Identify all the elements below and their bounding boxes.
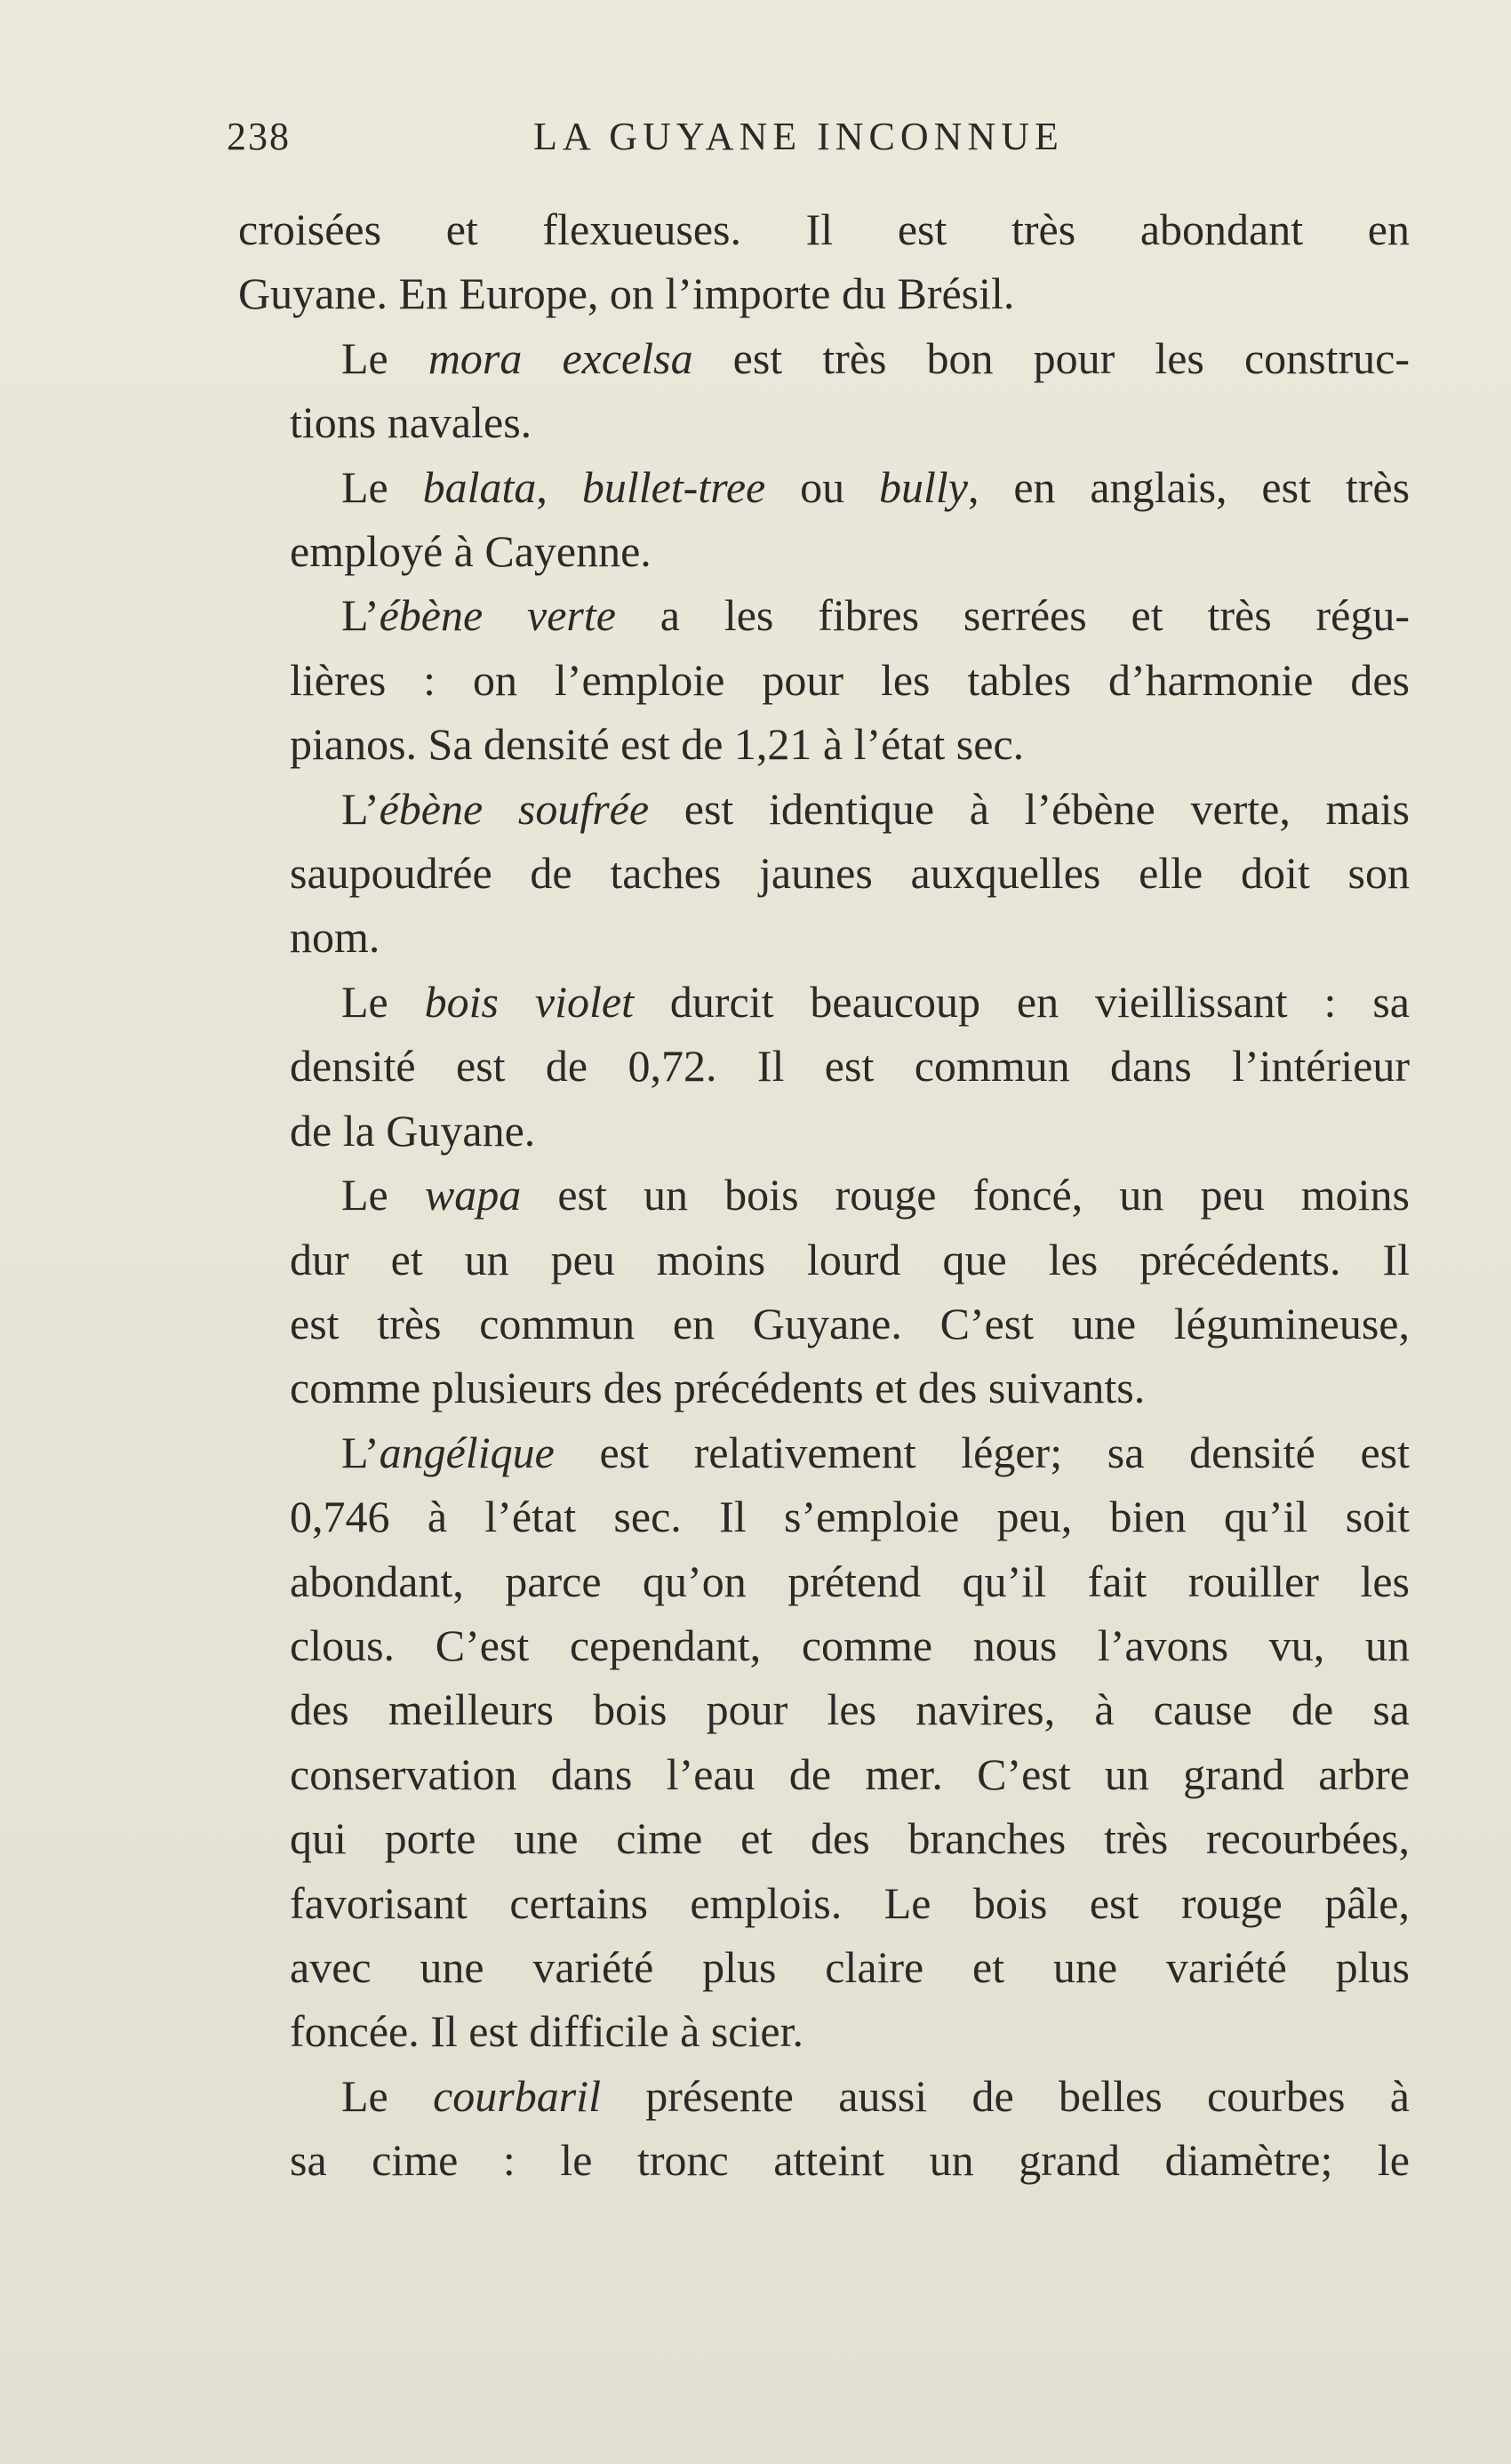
species-name: bully	[878, 461, 968, 512]
text-run: Le	[341, 976, 425, 1027]
text-line: qui porte une cime et des branches très recourbées,	[290, 1813, 1410, 1864]
text-line	[238, 455, 1410, 519]
text-run: ,	[536, 461, 582, 512]
text-line	[238, 583, 1410, 647]
text-line: dur et un peu moins lourd que les précédents. Il	[290, 1234, 1410, 1284]
text-line: clous. C’est cependant, comme nous l’avons vu, un	[290, 1620, 1410, 1670]
text-run: Le	[341, 461, 423, 512]
text-run: L’	[341, 1427, 380, 1477]
text-line	[238, 970, 1410, 1034]
text-line	[238, 777, 1410, 841]
body-text	[238, 197, 1410, 2193]
text-run: L’	[341, 783, 380, 834]
text-line: Guyane. En Europe, on l’importe du Brésil.	[238, 268, 1015, 319]
text-line: de la Guyane.	[290, 1105, 536, 1156]
page-number: 238	[227, 115, 291, 158]
text-line: saupoudrée de taches jaunes auxquelles elle doit son	[290, 848, 1410, 899]
species-name: ébène verte	[379, 590, 616, 641]
species-name: courbaril	[433, 2070, 601, 2121]
species-name: angélique	[379, 1427, 555, 1477]
text-line: foncée. Il est difficile à scier.	[290, 2006, 803, 2057]
text-run: est très bon pour les construc-	[692, 332, 1410, 383]
text-line: employé à Cayenne.	[290, 526, 652, 577]
text-line: tions navales.	[290, 397, 532, 448]
text-run: est identique à l’ébène verte, mais	[649, 783, 1410, 834]
text-line: lières : on l’emploie pour les tables d’harmonie des	[290, 654, 1410, 705]
paragraph-mora-excelsa	[238, 326, 1410, 455]
text-run: a les fibres serrées et très régu-	[615, 590, 1410, 641]
text-line: favorisant certains emplois. Le bois est rouge pâle,	[290, 1877, 1410, 1928]
running-head	[227, 114, 1409, 176]
paragraph-bois-violet	[238, 970, 1410, 1163]
text-line: nom.	[290, 912, 380, 963]
paragraph-balata	[238, 455, 1410, 584]
text-run: , en anglais, est très	[967, 461, 1410, 512]
text-run: Le	[341, 332, 428, 383]
text-line: sa cime : le tronc atteint un grand diamètre; le	[290, 2135, 1410, 2186]
species-name: balata	[422, 461, 537, 512]
text-line: avec une variété plus claire et une variété plus	[290, 1941, 1410, 1992]
text-line	[238, 326, 1410, 390]
text-run: Le	[341, 1170, 425, 1220]
text-line: abondant, parce qu’on prétend qu’il fait rouiller les	[290, 1556, 1410, 1606]
text-run: ou	[765, 461, 879, 512]
running-title: LA GUYANE INCONNUE	[533, 115, 1064, 158]
text-line: densité est de 0,72. Il est commun dans l’intérieur	[290, 1041, 1410, 1092]
text-run: L’	[341, 590, 380, 641]
text-run: est un bois rouge foncé, un peu moins	[521, 1170, 1410, 1220]
paragraph-wapa	[238, 1163, 1410, 1420]
text-line	[238, 1163, 1410, 1227]
species-name: bullet-tree	[581, 461, 766, 512]
species-name: wapa	[424, 1170, 522, 1220]
text-line: pianos. Sa densité est de 1,21 à l’état sec.	[290, 719, 1025, 770]
paragraph-angelique	[238, 1420, 1410, 2064]
text-run: Le	[341, 2070, 434, 2121]
paragraph-ebene-soufree	[238, 777, 1410, 970]
text-line	[238, 2064, 1410, 2128]
paragraph-ebene-verte	[238, 583, 1410, 776]
species-name: mora excelsa	[428, 332, 693, 383]
species-name: bois violet	[424, 976, 634, 1027]
text-line: 0,746 à l’état sec. Il s’emploie peu, bien qu’il soit	[290, 1492, 1410, 1542]
text-run: présente aussi de belles courbes à	[600, 2070, 1410, 2121]
paragraph	[238, 197, 1410, 326]
text-line: croisées et flexueuses. Il est très abondant en	[238, 204, 1410, 254]
species-name: ébène soufrée	[379, 783, 650, 834]
text-run: durcit beaucoup en vieillissant : sa	[633, 976, 1410, 1027]
text-line: est très commun en Guyane. C’est une légumineuse,	[290, 1298, 1410, 1348]
text-line	[238, 1420, 1410, 1484]
text-line: conservation dans l’eau de mer. C’est un grand arbre	[290, 1748, 1410, 1799]
paragraph-courbaril	[238, 2064, 1410, 2193]
text-line: comme plusieurs des précédents et des suivants.	[290, 1363, 1146, 1413]
text-run: est relativement léger; sa densité est	[554, 1427, 1410, 1477]
text-line: des meilleurs bois pour les navires, à cause de sa	[290, 1684, 1410, 1735]
